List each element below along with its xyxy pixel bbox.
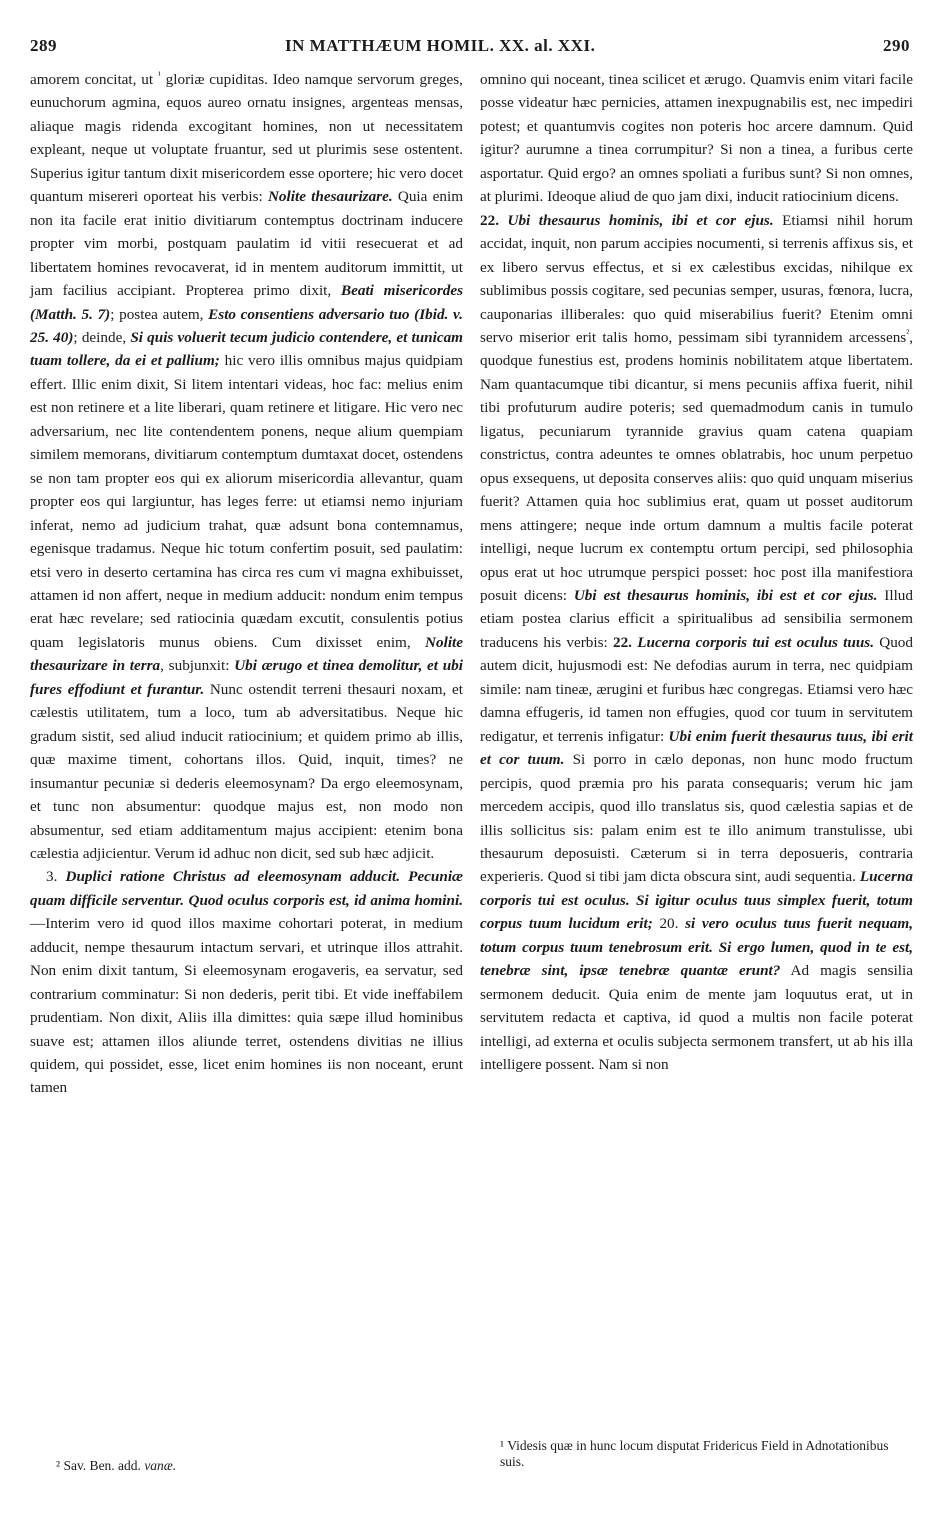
- text-run: omnino qui noceant, tinea scilicet et ærugo. Quamvis enim vitari facile posse videatur hæc pernicies, attamen inexpugnabilis est, nec impediri potest; et quantumvis cogites non poteris hoc arcere damnum. Quid igitur? aurumne a tinea corrumpitur? Si non a tinea, a furibus certe asportatur. Quid ergo? an omnes spoliati a furibus sunt? Si non omnes, at plurimi. Ideoque aliud de quo jam dixi, inducit ratiocinium dicens.: [480, 71, 913, 206]
- section-summary: Duplici ratione Christus ad eleemosynam adducit. Pecuniæ quam difficile serventur. Quod oculus corporis est, id anima homini.: [30, 868, 464, 909]
- text-run: Ad magis sensilia sermonem deducit. Quia enim de mente jam loquutus erat, ut in servitutem redacta et captiva, id quod a multis non facile poterat intelligi, ad externa et oculis subjecta sermonem transfert, ut ab his illa intelligere possent. Nam si non: [480, 962, 913, 1074]
- scripture-quote: Esto consentiens adversario tuo (Ibid. v. 25. 40): [30, 305, 463, 346]
- text-run: Quod autem dicit, hujusmodi est: Ne defodias aurum in terra, nec quidpiam simile: nam tineæ, ærugini et furibus hæc congregas. Etiamsi vero hæc damna effugeris, id tamen non effugies, quod cor tuum in servitutem redigatur, et terrenis infigatur:: [480, 633, 913, 745]
- text-run: Nunc ostendit terreni thesauri noxam, et cælestis utilitatem, tum a loco, tum ab adversitatibus. Neque hic gradum sistit, sed aliud inducit ratiocinium; et quidem primo ab illis, quæ maxime timent, cohortans illos. Quid, inquit, times? ne insumantur pecuniæ si dederis eleemosynam? Da ergo eleemosynam, et tunc non absumentur: quodque majus est, non modo non absumentur, sed etiam additamentum majus accipient: etenim bona cælestia adjicientur. Verum id adhuc non dicit, sed sub hæc adjicit.: [30, 680, 463, 862]
- page-number-right: 290: [883, 36, 910, 55]
- footnote-text: Videsis quæ in hunc locum disputat Fridericus Field in Adnotationibus suis.: [500, 1438, 889, 1469]
- verse-number: 22.: [480, 211, 499, 229]
- footnote-variant: vanæ.: [144, 1458, 177, 1473]
- text-run: amorem concitat, ut: [30, 71, 158, 88]
- text-run: gloriæ cupiditas. Ideo namque servorum greges, eunuchorum agmina, equos aureo ornatu insignes, argenteas mensas, aliaque magis ridenda excogitant homines, non ut necessitatem expleant, neque ut voluptate fruantur, sed ut plurimis sese ostentent. Superius igitur tantum dixit misericordem esse oportere; hic vero docet quantum misereri oporteat his verbis:: [30, 71, 463, 206]
- right-paragraph-1: [480, 68, 913, 209]
- left-paragraph-2: [30, 865, 463, 1100]
- right-paragraph-2: [480, 209, 913, 1077]
- left-column: [30, 68, 463, 1434]
- scripture-quote: Ubi enim fuerit thesaurus tuus, ibi erit et cor tuum.: [480, 727, 913, 769]
- running-title: IN MATTHÆUM HOMIL. XX. al. XXI.: [285, 36, 596, 55]
- scripture-quote: Lucerna corporis tui est oculus tuus.: [637, 633, 874, 651]
- footnote-number: ¹: [500, 1438, 505, 1453]
- verse-number: 22.: [612, 633, 632, 651]
- text-run: Si porro in cælo deponas, non hunc modo fructum percipis, quod præmia pro his parata consequaris; verum hic jam mercedem accipis, quod illo translatus sis, quod cælestia sapias et de illis sollicitus sis: palam enim est te illo animum transtulisse, ubi thesaurum deposuisti. Cæterum si in terra deposueris, contraria experieris. Quod si tibi jam dicta obscura sint, audi sequentia.: [480, 751, 913, 886]
- right-column: [480, 68, 913, 1382]
- text-run: ; postea autem,: [110, 305, 209, 323]
- footnote-1: [500, 1438, 910, 1470]
- scripture-quote: Nolite thesaurizare.: [267, 188, 393, 206]
- text-run: —Interim vero id quod illos maxime cohortari poterat, in medium adducit, nempe thesaurum intactum servari, et utrinque illos attrahit. Non enim dixit tantum, Si eleemosynam erogaveris, ea servatur, sed contrarium comminatur: Si non dederis, perit tibi. Et vide ineffabilem prudentiam. Non dixit, Aliis illa dimittes: quia sæpe illud hominibus suave est; attamen illos aliunde terret, ostendens divitias ne illius quidem, qui possidet, esse, licet enim homines iis non noceant, erunt tamen: [30, 915, 463, 1097]
- text-run: Etiamsi nihil horum accidat, inquit, non parum accipies nocumenti, si terrenis affixus sis, et ex libero servus effectus, et si ex cælestibus excidas, nihilque ex sublimibus possis cogitare, sed pecunias semper, usuras, fœnora, lucra, cauponarias illiberales: quo quid miserabilius fuerit? Etenim omni servo miserior erit talis homo, pessimam sibi tyrannidem arcessens: [480, 211, 913, 346]
- verse-number: 20.: [652, 915, 686, 933]
- footnote-2: [56, 1458, 436, 1474]
- scripture-quote: Nolite thesaurizare in terra: [30, 633, 463, 675]
- text-run: ; deinde,: [73, 328, 131, 346]
- left-paragraph-1: [30, 68, 463, 865]
- text-run: , subjunxit:: [160, 657, 235, 675]
- scripture-quote: Si quis voluerit tecum judicio contendere, et tunicam tuam tollere, da ei et pallium;: [30, 328, 463, 370]
- footnote-marker-1: ¹: [157, 69, 161, 81]
- scripture-quote: Beati misericordes (Matth. 5. 7): [30, 282, 463, 323]
- scripture-quote: si vero oculus tuus fuerit nequam, totum corpus tuum tenebrosum erit. Si ergo lumen, quod in te est, tenebræ sint, ipsæ tenebræ quantæ erunt?: [480, 915, 913, 980]
- text-run: , quodque funestius est, prodens hominis nobilitatem atque libertatem. Nam quantacumque tibi dicantur, si mens pecuniis affixa fuerit, nihil tibi profuturum audire poteris; sed quemadmodum canis in tumulo ligatus, pecuniarum tyrannide gravius quam catena quapiam constrictus, contra adeuntes te omnes oblatrabis, hoc unum perpetuo opus exsequens, ut deposita conserves aliis: quo quid unquam miserius fuerit? Attamen quia hoc sublimius erat, quam ut posset auditorum mens attingere; neque inde ortum damnum a multis facile poterat intelligi, neque lucrum ex contemptu ortum percipi, sed philosophia opus erat ut hoc utrumque perspici posset: hoc post illa manifestiora posuit dicens:: [480, 328, 913, 604]
- text-run: Quia enim non ita facile erat initio divitiarum contemptus doctrinam inducere propter vim morbi, postquam paulatim id vitii resecuerat et ad libertatem homines revocaverat, id in mentem auditorum immittit, ut jam facilius accipiant. Propterea primo dixit,: [30, 188, 464, 300]
- page-number-left: 289: [30, 36, 57, 55]
- running-header: [30, 36, 910, 64]
- scripture-quote: Ubi thesaurus hominis, ibi et cor ejus.: [507, 211, 774, 229]
- text-run: hic vero illis omnibus majus quidpiam effert. Illic enim dixit, Si litem intentari videas, hoc fac: melius enim est non retinere et a lite liberari, quam retinere et litigare. Hic vero nec adversarium, nec lite contendentem ponens, neque alium quempiam similem memorans, divitiarum contemptum dumtaxat docet, ostendens se non tam propter eos qui ex aliorum misericordia allevantur, quam propter eos qui largiuntur, has leges ferre: ut etiamsi nemo injuriam inferat, nemo ad judicium trahat, quæ adsunt bona contemnamus, egenisque tradamus. Neque hic totum confertim posuit, sed paulatim: etsi vero in deserto certamina has circa res cum vi magna exhibuisset, attamen id non affert, neque in medium adducit: nondum enim tempus erat hæc revelare; sed ratiocinia quædam excutit, consulentis potius quam legislatoris munus obiens. Cum dixisset enim,: [30, 352, 463, 651]
- footnote-marker-2: ²: [906, 327, 910, 339]
- footnote-text: Sav. Ben. add.: [60, 1458, 145, 1473]
- scripture-quote: Ubi est thesaurus hominis, ibi est et cor ejus.: [573, 586, 878, 604]
- footnote-number: ²: [56, 1458, 61, 1473]
- section-number: 3.: [46, 868, 66, 886]
- text-run: Illud etiam postea clarius efficit a spiritualibus ad sensibilia sermonem traducens his verbis:: [480, 586, 913, 651]
- scripture-quote: Lucerna corporis tui est oculus. Si igitur oculus tuus simplex fuerit, totum corpus tuum lucidum erit;: [480, 868, 913, 933]
- scripture-quote: Ubi ærugo et tinea demolitur, et ubi fures effodiunt et furantur.: [30, 657, 463, 698]
